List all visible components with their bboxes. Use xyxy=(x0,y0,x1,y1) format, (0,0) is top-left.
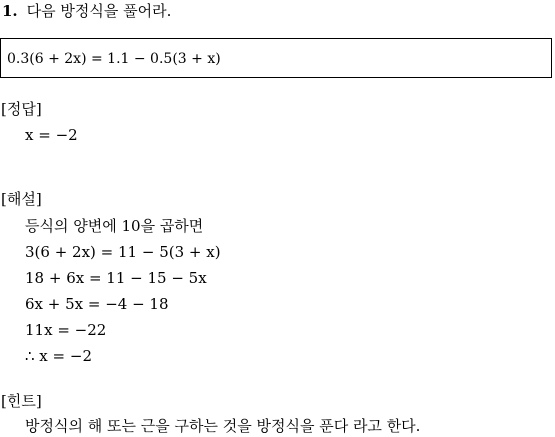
question-text: 다음 방정식을 풀어라. xyxy=(26,2,172,20)
solution-line-3: 18 + 6x = 11 − 15 − 5x xyxy=(25,269,207,287)
solution-line-6: ∴ x = −2 xyxy=(25,347,92,365)
solution-line-2: 3(6 + 2x) = 11 − 5(3 + x) xyxy=(25,243,221,261)
answer-value: x = −2 xyxy=(25,126,78,144)
hint-text: 방정식의 해 또는 근을 구하는 것을 방정식을 푼다 라고 한다. xyxy=(25,417,421,435)
solution-line-1: 등식의 양변에 10을 곱하면 xyxy=(25,217,204,235)
equation-box xyxy=(0,38,552,78)
question-header xyxy=(2,2,171,20)
question-number: 1. xyxy=(2,2,18,20)
solution-label: [해설] xyxy=(1,190,42,208)
solution-line-5: 11x = −22 xyxy=(25,321,107,339)
solution-line-4: 6x + 5x = −4 − 18 xyxy=(25,295,169,313)
hint-label: [힌트] xyxy=(1,392,42,410)
equation-text: 0.3(6 + 2x) = 1.1 − 0.5(3 + x) xyxy=(7,51,221,67)
answer-label: [정답] xyxy=(1,100,42,118)
